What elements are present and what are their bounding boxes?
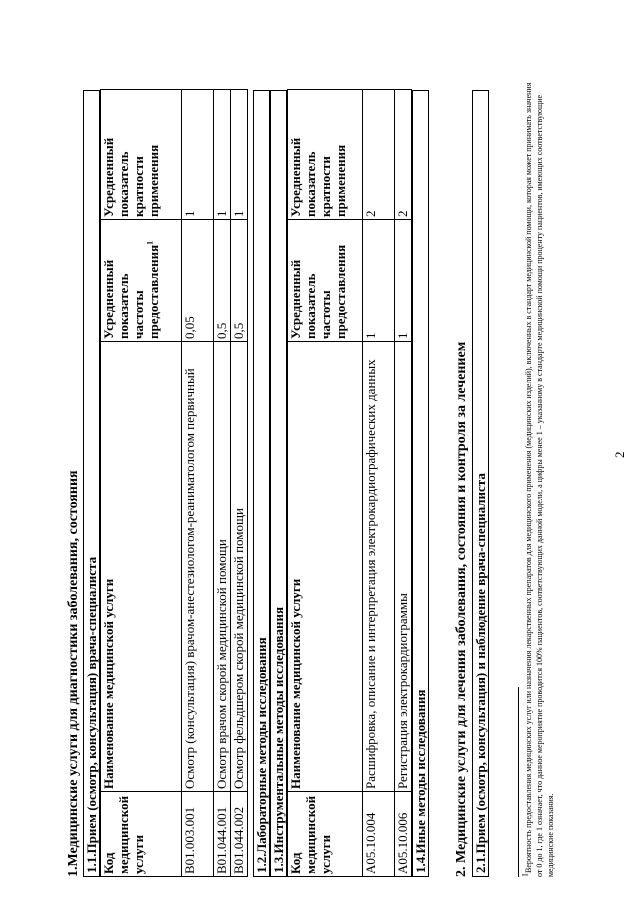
header-name: Наименование медицинской услуги: [288, 342, 363, 792]
header-frequency: Усредненный показатель частоты предоставления$^1$: [101, 220, 182, 342]
subsection-1-1-title: 1.1.Прием (осмотр, консультация) врача-специалиста: [83, 90, 100, 877]
header-multiplicity: Усредненный показатель кратности применения: [101, 90, 182, 220]
cell-name: Осмотр (консультация) врачом-анестезиологом-реаниматологом первичный: [182, 342, 214, 792]
footnote: [520, 77, 556, 877]
page-number: 2: [612, 451, 627, 458]
cell-multiplicity: 1: [231, 90, 248, 220]
table-row: [231, 90, 248, 877]
header-name: Наименование медицинской услуги: [101, 342, 182, 792]
footnote-separator: [518, 687, 519, 877]
cell-name: Расшифровка, описание и интерпретация электрокардиографических данных: [363, 342, 395, 792]
cell-code: В01.044.001: [214, 792, 231, 877]
cell-code: В01.003.001: [182, 792, 214, 877]
table-row: [395, 90, 412, 877]
header-code: Код медицинской услуги: [101, 792, 182, 877]
cell-frequency: 1: [363, 220, 395, 342]
cell-frequency: 0,5: [214, 220, 231, 342]
header-multiplicity: Усредненный показатель кратности применения: [288, 90, 363, 220]
header-code: Код медицинской услуги: [288, 792, 363, 877]
table-1-3: [287, 89, 412, 877]
cell-name: Осмотр врачом скорой медицинской помощи: [214, 342, 231, 792]
table-header-row: [288, 90, 363, 877]
cell-name: Осмотр фельдшером скорой медицинской помощи: [231, 342, 248, 792]
footnote-mark: 1: [520, 873, 530, 877]
cell-multiplicity: 1: [182, 90, 214, 220]
footnote-mark: 1: [145, 240, 155, 245]
cell-name: Регистрация электрокардиограммы: [395, 342, 412, 792]
cell-multiplicity: 2: [363, 90, 395, 220]
cell-code: В01.044.002: [231, 792, 248, 877]
subsection-1-4-title: 1.4.Иные методы исследования: [412, 90, 429, 877]
section-1-title: 1.Медицинские услуги для диагностики заболевания, состояния: [66, 470, 81, 877]
table-row: [214, 90, 231, 877]
header-frequency: Усредненный показатель частоты предоставления: [288, 220, 363, 342]
table-row: [363, 90, 395, 877]
subsection-2-1-title: 2.1.Прием (осмотр, консультация) и наблюдение врача-специалиста: [472, 90, 489, 877]
cell-code: А05.10.006: [395, 792, 412, 877]
cell-frequency: 0,05: [182, 220, 214, 342]
cell-frequency: 0,5: [231, 220, 248, 342]
table-row: [182, 90, 214, 877]
section-2-title: 2. Медицинские услуги для лечения заболевания, состояния и контроля за лечением: [454, 341, 469, 877]
cell-multiplicity: 1: [214, 90, 231, 220]
subsection-1-2-title: 1.2.Лабораторные методы исследования: [253, 90, 270, 877]
cell-frequency: 1: [395, 220, 412, 342]
cell-code: А05.10.004: [363, 792, 395, 877]
table-1-1: [100, 89, 248, 877]
footnote-text: Вероятность предоставления медицинских услуг или назначения лекарственных препаратов для медицинского применения (медицинских изделий), включенных в стандарт медицинской помощи, которая может принимать значения от 0 до 1, где 1 означает, что данное мероприятие проводится 100% пациентов, соответствующих данной модели, а цифры менее 1 – указанному в стандарте медицинской помощи проценту пациентов, имеющих соответствующие медицинские показания.: [524, 82, 555, 877]
table-header-row: [101, 90, 182, 877]
cell-multiplicity: 2: [395, 90, 412, 220]
subsection-1-3-title: 1.3.Инструментальные методы исследования: [270, 90, 287, 877]
